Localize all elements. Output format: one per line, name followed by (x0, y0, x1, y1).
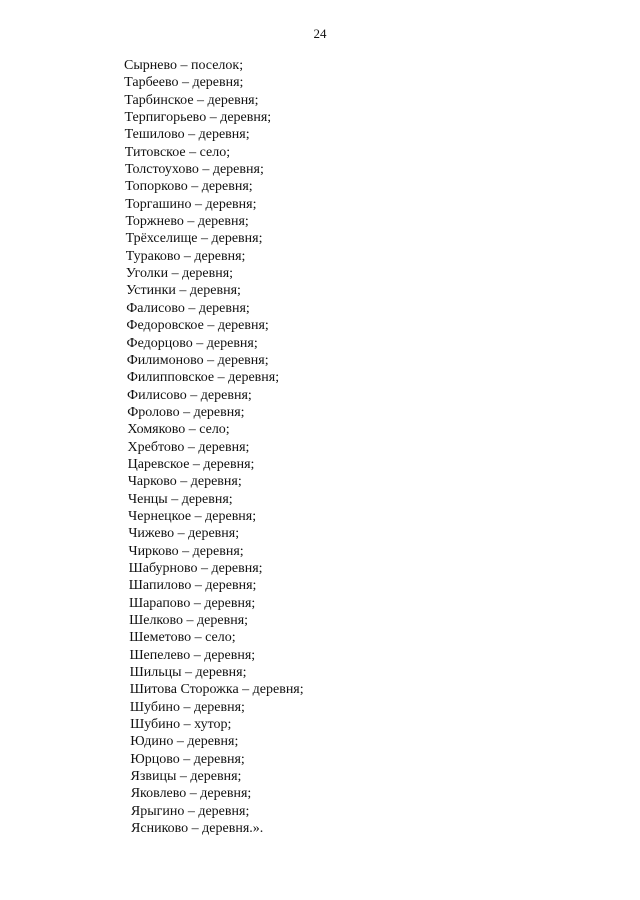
list-item: Яковлево – деревня; (130, 786, 252, 802)
list-item: Тураково – деревня; (125, 248, 246, 264)
list-item: Ченцы – деревня; (128, 491, 233, 507)
list-item: Тарбеево – деревня; (124, 75, 244, 91)
list-item: Торжнево – деревня; (125, 214, 249, 230)
list-item: Язвицы – деревня; (130, 769, 242, 785)
list-item: Трёхселище – деревня; (125, 231, 263, 247)
list-item: Шабурново – деревня; (128, 560, 263, 576)
list-item: Ясниково – деревня.». (131, 821, 264, 837)
list-item: Сырнево – поселок; (124, 58, 244, 73)
list-item: Шапилово – деревня; (128, 578, 257, 594)
list-item: Тешилово – деревня; (124, 127, 250, 143)
settlement-list (124, 57, 304, 837)
list-item: Хребтово – деревня; (127, 439, 250, 455)
list-item: Фалисово – деревня; (126, 300, 250, 316)
page-number: 24 (313, 26, 327, 41)
list-item: Юдино – деревня; (130, 734, 239, 750)
list-item: Чарково – деревня; (127, 474, 242, 490)
list-item: Устинки – деревня; (126, 283, 241, 299)
list-item: Шелково – деревня; (129, 613, 249, 628)
list-item: Терпигорьево – деревня; (124, 110, 272, 126)
list-item: Шарапово – деревня; (128, 595, 256, 611)
list-item: Царевское – деревня; (127, 456, 255, 472)
list-item: Шубино – хутор; (130, 717, 232, 733)
list-item: Чижево – деревня; (128, 526, 240, 542)
list-item: Филимоново – деревня; (126, 352, 269, 368)
list-item: Торгашино – деревня; (125, 196, 257, 212)
list-item: Титовское – село; (124, 144, 231, 160)
list-item: Филипповское – деревня; (126, 370, 280, 386)
list-item: Шильцы – деревня; (129, 665, 247, 681)
list-item: Федоровское – деревня; (126, 318, 269, 334)
list-item: Филисово – деревня; (127, 387, 252, 403)
list-item: Чернецкое – деревня; (128, 508, 257, 524)
list-item: Толстоухово – деревня; (124, 162, 264, 178)
list-item: Уголки – деревня; (125, 266, 234, 282)
list-item: Шитова Сторожка – деревня; (129, 682, 304, 698)
list-item: Топорково – деревня; (125, 179, 253, 195)
list-item: Хомяково – село; (127, 422, 230, 438)
list-item: Чирково – деревня; (128, 543, 244, 559)
list-item: Шубино – деревня; (129, 699, 245, 715)
list-item: Шеметово – село; (129, 630, 236, 646)
list-item: Тарбинское – деревня; (124, 92, 259, 108)
list-item: Юрцово – деревня; (130, 751, 245, 767)
list-item: Шепелево – деревня; (129, 647, 256, 663)
list-item: Фролово – деревня; (127, 404, 245, 420)
list-item: Ярыгино – деревня; (130, 803, 250, 819)
list-item: Федорцово – деревня; (126, 335, 258, 351)
